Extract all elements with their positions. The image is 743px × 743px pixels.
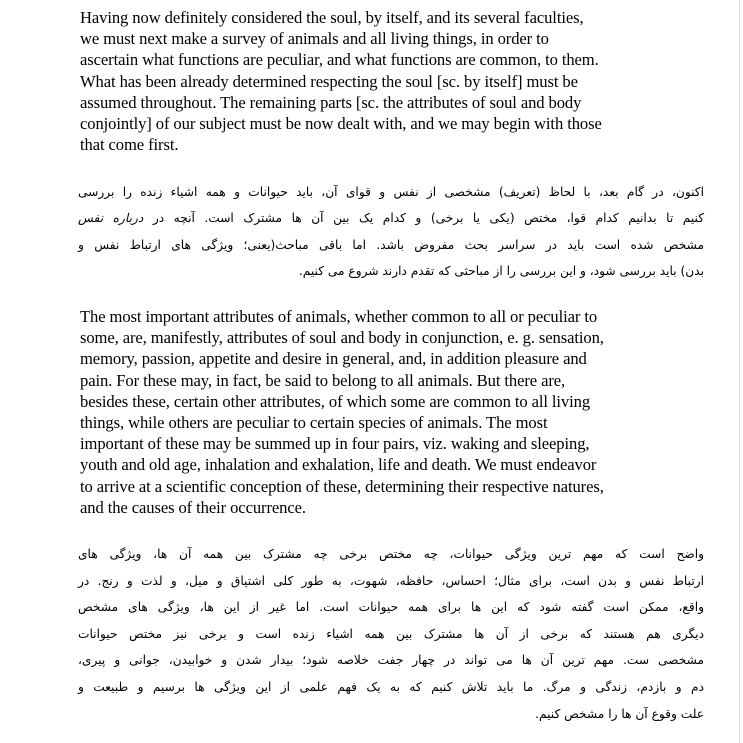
text-line: important of these may be summed up in four pairs, viz. waking and sleeping, <box>80 434 590 454</box>
text-line: ارتباط نفس و بدن است، برای مثال؛ احساس، حافظه، شهوت، به طور کلی اشتیاق و میل، و لذت و رنج. در <box>78 573 704 588</box>
text-line: some, are, manifestly, attributes of soul and body in conjunction, e. g. sensation, <box>80 328 604 348</box>
text-line: دیگری هم هستند که برخی از آن ها مشترک بین همه اشیاء زنده است و برخی نیز مختص حیوانات <box>78 626 704 641</box>
text-line: واقع، ممکن است گفته شود که این ها برای همه حیوانات است. اما غیر از این ها، ویژگی های مشخص <box>78 600 704 615</box>
text-line: بدن) باید بررسی شود، و این بررسی را از مباحثی که تقدم دارند شروع می کنیم. <box>298 263 704 278</box>
text-line: assumed throughout. The remaining parts [sc. the attributes of soul and body <box>80 92 582 112</box>
text-line: The most important attributes of animals, whether common to all or peculiar to <box>80 307 598 326</box>
text-line: مشخص شده است باید در سراسر بحث مفروض باشد. اما باقی مباحث(یعنی؛ ویژگی های ارتباط نفس و <box>78 237 704 252</box>
text-line-with-italic <box>78 205 704 231</box>
text-line: واضح است که مهم ترین ویژگی حیوانات، چه مختص برخی چه مشترک بین همه آن ها، ویژگی های <box>78 547 704 561</box>
text-line: youth and old age, inhalation and exhalation, life and death. We must endeavor <box>80 455 597 475</box>
text-line: besides these, certain other attributes, of which some are common to all living <box>80 391 591 411</box>
page-edge-divider <box>739 0 740 743</box>
text-line: علت وقوع آن ها را مشخص کنیم. <box>535 706 704 721</box>
text-line: and the causes of their occurrence. <box>80 497 306 517</box>
text-line: conjointly] of our subject must be now dealt with, and we may begin with those <box>80 114 602 134</box>
text-line: we must next make a survey of animals and all living things, in order to <box>80 29 549 49</box>
text-line: to arrive at a scientific conception of these, determining their respective natures, <box>80 476 604 496</box>
english-paragraph-2 <box>80 306 696 518</box>
text-line: دم و بازدم، زندگی و مرگ. ما باید تلاش کنیم که به یک فهم علمی از این ویژگی ها برسیم و طبیعت و <box>78 679 704 694</box>
text-line: Having now definitely considered the soul, by itself, and its several faculties, <box>80 8 584 27</box>
text-line: اکنون، در گام بعد، با لحاظ (تعریف) مشخصی از نفس و قوای آن، باید حیوانات و همه اشیاء زنده را بررسی <box>78 185 704 199</box>
text-line: memory, passion, appetite and desire in general, and, in addition pleasure and <box>80 349 587 369</box>
text-line: What has been already determined respecting the soul [sc. by itself] must be <box>80 71 578 91</box>
english-paragraph-1 <box>80 7 696 155</box>
persian-paragraph-1 <box>78 179 704 284</box>
text-segment: کنیم تا بدانیم کدام قوا، مختص (یکی یا برخی) و کدام یک بین آن ها مشترک است. آنچه در <box>152 211 705 226</box>
persian-paragraph-2 <box>78 541 704 727</box>
text-line: pain. For these may, in fact, be said to belong to all animals. But there are, <box>80 370 566 390</box>
text-line: ascertain what functions are peculiar, and what functions are common, to them. <box>80 50 599 70</box>
text-line: مشخصی ست. مهم ترین آن ها می تواند در چهار جفت خلاصه شود؛ بیدار شدن و خوابیدن، جوانی و پیری، <box>78 653 704 668</box>
text-line: things, while others are peculiar to certain species of animals. The most <box>80 413 548 433</box>
italic-title: درباره نفس <box>78 211 144 226</box>
text-line: that come first. <box>80 135 179 155</box>
